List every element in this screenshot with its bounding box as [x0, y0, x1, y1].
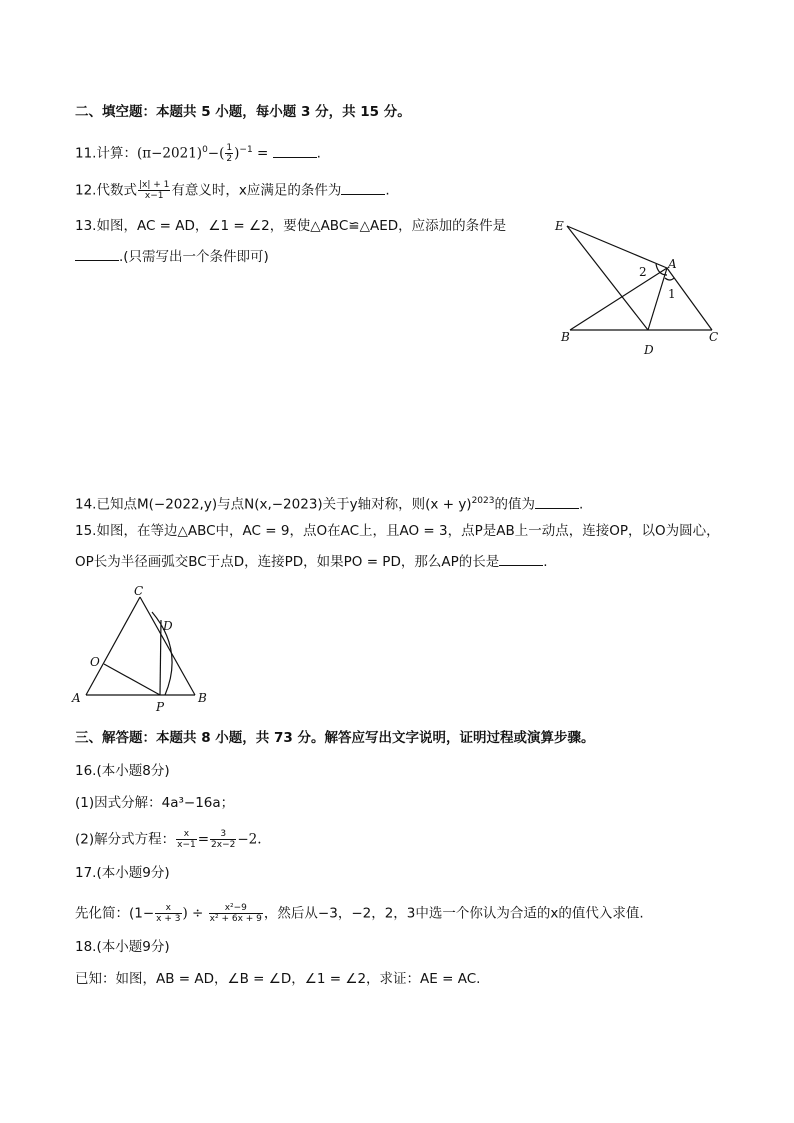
segment-EA	[567, 226, 667, 268]
question-18-header: 18.(本小题9分)	[75, 939, 170, 955]
section-3-title: 三、解答题：本题共 8 小题，共 73 分。解答应写出文字说明，证明过程或演算步骤。	[75, 730, 595, 746]
segment-OP	[104, 664, 160, 695]
question-16-header: 16.(本小题8分)	[75, 763, 170, 779]
segment-AC	[86, 597, 140, 695]
angle-1-arc	[665, 278, 674, 280]
question-18-body: 已知：如图，AB = AD，∠B = ∠D，∠1 = ∠2，求证：AE = AC.	[75, 971, 481, 987]
figure-13	[540, 212, 740, 362]
segment-CB	[140, 597, 195, 695]
label-D: D	[163, 619, 173, 633]
fraction-x2-minus-9: $\frac{\text{x²−9}}{\text{x² + 6x + 9}}$	[209, 903, 262, 924]
label-angle-1: 1	[668, 287, 676, 301]
question-11: 11.计算：$(\pi-2021)^0-$( $\frac{1}{2}$ )$^{-1}$ = .	[75, 143, 321, 164]
figure-15	[66, 580, 216, 715]
answer-blank	[75, 248, 119, 261]
label-D: D	[644, 343, 654, 357]
fraction-abs-x: $\frac{|x| + 1}{x-1}$	[138, 180, 170, 201]
segment-ED	[567, 226, 648, 330]
label-C: C	[709, 330, 719, 344]
label-C: C	[134, 584, 144, 598]
fraction-x-over-x-plus-3: $\frac{x}{x + 3}$	[156, 903, 181, 924]
fraction-x-over-x-minus-1: $\frac{x}{x-1}$	[177, 829, 196, 850]
label-angle-2: 2	[639, 265, 647, 279]
question-17-body: 先化简：(1− $\frac{x}{x + 3}$ ) ÷ $\frac{\text{x²−9}}{\text{x² + 6x + 9}}$ ，然后从−3，−2，2，3中选一个你认为合适的x的值代入求值.	[75, 903, 644, 924]
segment-AD	[648, 268, 667, 330]
answer-blank	[273, 145, 317, 158]
label-A: A	[72, 691, 81, 705]
answer-blank	[341, 182, 385, 195]
question-12: 12.代数式 $\frac{|x| + 1}{x-1}$ 有意义时，x应满足的条件为 .	[75, 180, 390, 201]
label-A: A	[668, 257, 677, 271]
question-14: 14.已知点M(−2022,y)与点N(x,−2023)关于y轴对称，则$(x + y)^{2023}$的值为 .	[75, 496, 584, 513]
label-B: B	[561, 330, 570, 344]
fraction-one-half: $\frac{1}{2}$	[226, 143, 233, 164]
segment-PD	[160, 620, 161, 695]
label-O: O	[90, 655, 100, 669]
segment-AB	[570, 268, 667, 330]
question-16-part-1: (1)因式分解：4a³−16a；	[75, 795, 235, 811]
question-16-part-2: (2)解分式方程： $\frac{x}{x-1}$ = $\frac{3}{2x-2}$ −2.	[75, 829, 262, 850]
question-13-line-1: 13.如图，AC = AD，∠1 = ∠2，要使△ABC≌△AED，应添加的条件是	[75, 218, 507, 234]
fraction-3-over-2x-minus-2: $\frac{3}{2x-2}$	[211, 829, 236, 850]
label-P: P	[156, 700, 165, 714]
answer-blank	[499, 553, 543, 566]
section-2-title: 二、填空题：本题共 5 小题，每小题 3 分，共 15 分。	[75, 104, 411, 120]
question-13-line-2: .(只需写出一个条件即可)	[75, 248, 269, 266]
label-B: B	[198, 691, 207, 705]
label-E: E	[555, 219, 564, 233]
answer-blank	[535, 496, 579, 509]
question-15-line-2: OP长为半径画弧交BC于点D，连接PD，如果PO = PD，那么AP的长是 .	[75, 554, 548, 570]
question-15-line-1: 15.如图，在等边△ABC中，AC = 9，点O在AC上，且AO = 3，点P是AB上一动点，连接OP，以O为圆心，	[75, 523, 720, 539]
question-17-header: 17.(本小题9分)	[75, 865, 170, 881]
